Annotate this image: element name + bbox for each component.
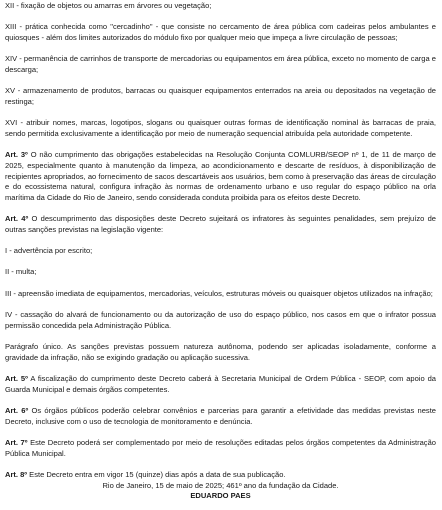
article-5 (5, 374, 436, 395)
article-5-label: Art. 5º (5, 374, 28, 384)
article-7-text: Este Decreto poderá ser complementado por meio de resoluções editadas pelos órgãos competentes da Administração Pública Municipal. (5, 438, 436, 458)
item-i-text: I - advertência por escrito; (5, 246, 93, 256)
sole-paragraph (5, 342, 436, 363)
item-xiv (5, 54, 436, 75)
item-iv (5, 310, 436, 331)
article-4-text: O descumprimento das disposições deste Decreto sujeitará os infratores às seguintes penalidades, sem prejuízo de outras sanções previstas na legislação vigente: (5, 214, 436, 234)
sole-paragraph-text: Parágrafo único. As sanções previstas possuem natureza autônoma, podendo ser aplicadas isoladamente, conforme a gravidade da infração, não se exigindo gradação ou aplicação sucessiva. (5, 342, 436, 362)
item-xiii-text: XIII - prática conhecida como "cercadinho" - que consiste no cercamento de área pública com cadeiras pelos ambulantes e quiosques - além dos limites autorizados do módulo fixo por qualquer meio que impeça a livre circulação de pessoas; (5, 22, 436, 42)
item-xiv-text: XIV - permanência de carrinhos de transporte de mercadorias ou equipamentos em área pública, exceto no momento de carga e descarga; (5, 54, 436, 74)
item-xv-text: XV - armazenamento de produtos, barracas ou quaisquer equipamentos enterrados na areia ou depositados na vegetação de restinga; (5, 86, 436, 106)
article-6-label: Art. 6º (5, 406, 29, 416)
article-4 (5, 214, 436, 235)
item-ii (5, 267, 436, 278)
item-xv (5, 86, 436, 107)
article-8 (5, 470, 436, 481)
article-3 (5, 150, 436, 203)
item-ii-text: II - multa; (5, 267, 37, 277)
item-xvi-text: XVI - atribuir nomes, marcas, logotipos, slogans ou quaisquer outras formas de identificação nominal às barracas de praia, sendo permitida exclusivamente a identificação por meio de numeração sequencial atribuída pela autoridade competente. (5, 118, 436, 138)
article-7-label: Art. 7º (5, 438, 28, 448)
article-3-text: O não cumprimento das obrigações estabelecidas na Resolução Conjunta COMLURB/SEOP nº 1, de 11 de março de 2025, especialmente quanto à manutenção da limpeza, ao acondicionamento e descarte de resíduos, à disponibilização de recipientes apropriados, ao fornecimento de sacos descartáveis aos usuários, bem como à preservação das áreas de circulação e do ecossistema natural, configura infração às normas de ordenamento urbano e uso regular do espaço público na orla marítima da Cidade do Rio de Janeiro, sendo considerada conduta proibida para os efeitos deste Decreto. (5, 150, 436, 202)
article-4-label: Art. 4º (5, 214, 29, 224)
item-xvi (5, 118, 436, 139)
article-6-text: Os órgãos públicos poderão celebrar convênios e parcerias para garantir a efetividade das medidas previstas neste Decreto, inclusive com o uso de tecnologia de monitoramento e denúncia. (5, 406, 436, 426)
item-xii-text: XII - fixação de objetos ou amarras em árvores ou vegetação; (5, 1, 212, 10)
article-7 (5, 438, 436, 459)
article-5-text: A fiscalização do cumprimento deste Decreto caberá à Secretaria Municipal de Ordem Pública - SEOP, com apoio da Guarda Municipal e demais órgãos competentes. (5, 374, 436, 394)
item-i (5, 246, 436, 257)
item-iii-text: III - apreensão imediata de equipamentos, mercadorias, veículos, estruturas móveis ou quaisquer objetos utilizados na infração; (5, 288, 433, 298)
signature: EDUARDO PAES (190, 491, 251, 501)
article-6 (5, 406, 436, 427)
item-iii (5, 289, 436, 300)
decree-document (5, 1, 436, 502)
item-xii (5, 1, 436, 12)
item-iv-text: IV - cassação do alvará de funcionamento ou da autorização de uso do espaço público, nos casos em que o infrator possua permissão concedida pela Administração Pública. (5, 310, 436, 330)
article-8-label: Art. 8º (5, 470, 28, 480)
article-8-text: Este Decreto entra em vigor 15 (quinze) dias após a data de sua publicação. (27, 470, 286, 480)
item-xiii (5, 22, 436, 43)
date-line: Rio de Janeiro, 15 de maio de 2025; 461º ano da fundação da Cidade. (102, 480, 339, 490)
article-3-label: Art. 3º (5, 150, 28, 160)
